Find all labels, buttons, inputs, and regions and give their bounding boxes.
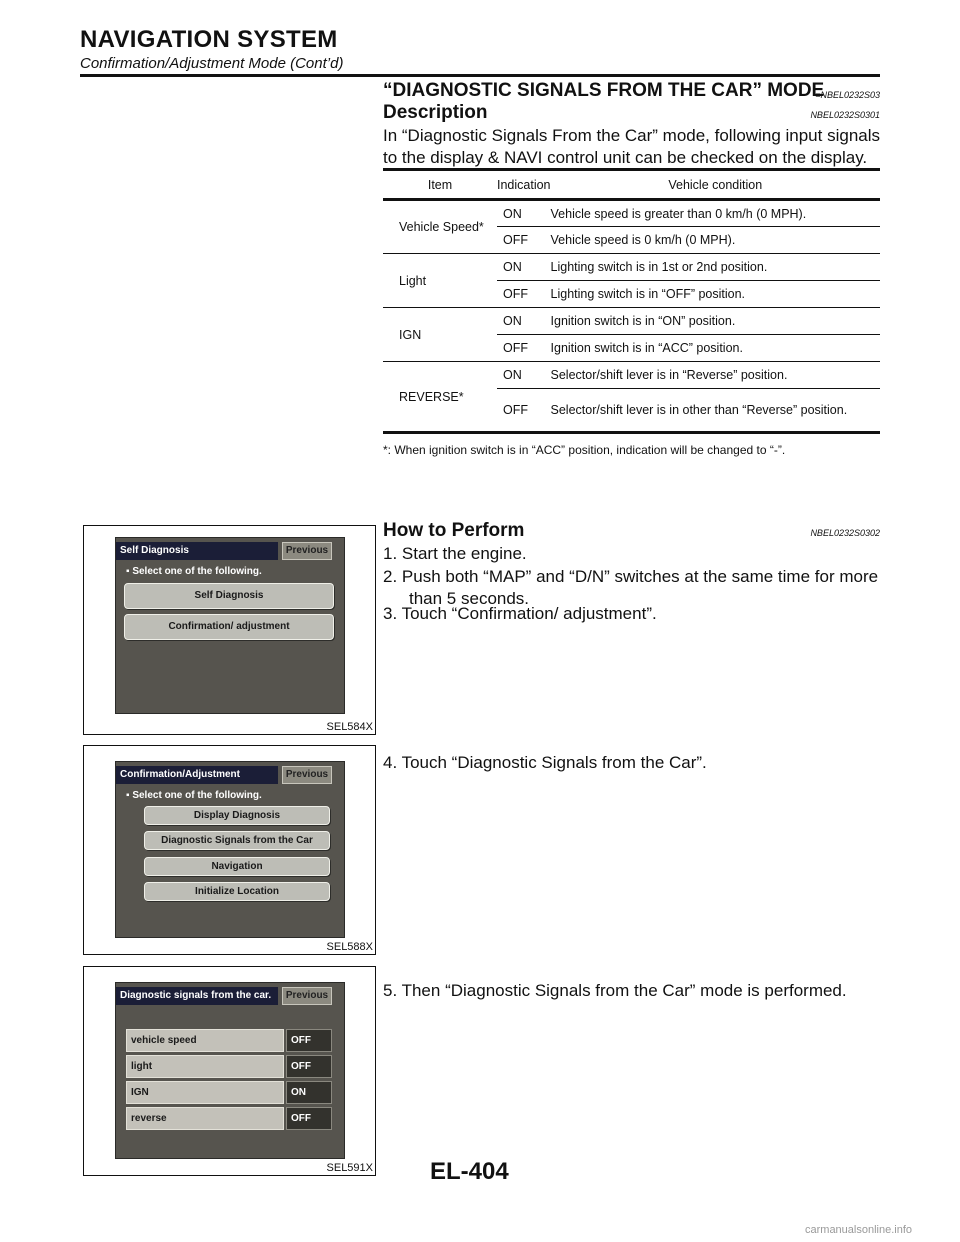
description-heading <box>383 102 880 124</box>
screen-confirmation-adjustment <box>115 761 345 938</box>
table-footnote: *: When ignition switch is in “ACC” position, indication will be changed to “-”. <box>383 443 786 457</box>
previous-button[interactable]: Previous <box>282 987 332 1005</box>
table-cell-indication: OFF <box>497 335 551 362</box>
table-cell-condition: Vehicle speed is greater than 0 km/h (0 MPH). <box>551 200 880 227</box>
figure-code: SEL588X <box>326 941 373 953</box>
step-4: 4. Touch “Diagnostic Signals from the Car”. <box>383 753 707 772</box>
signal-value-ign: ON <box>286 1081 332 1104</box>
table-header-condition: Vehicle condition <box>551 170 880 200</box>
signal-label-vehicle-speed: vehicle speed <box>126 1029 284 1052</box>
screen-header: Self Diagnosis <box>116 542 278 560</box>
diagnostic-signal-table <box>383 168 880 434</box>
figure-confirmation-adjustment <box>83 745 376 955</box>
self-diagnosis-button[interactable]: Self Diagnosis <box>124 583 334 609</box>
table-cell-condition: Ignition switch is in “ACC” position. <box>551 335 880 362</box>
signal-value-vehicle-speed: OFF <box>286 1029 332 1052</box>
table-cell-indication: ON <box>497 254 551 281</box>
description-title: Description <box>383 102 488 123</box>
table-cell-indication: OFF <box>497 281 551 308</box>
initialize-location-button[interactable]: Initialize Location <box>144 882 330 901</box>
select-prompt-text: Select one of the following. <box>132 566 262 577</box>
screen-self-diagnosis <box>115 537 345 714</box>
figure-diagnostic-signals <box>83 966 376 1176</box>
page-header-title: NAVIGATION SYSTEM <box>80 26 338 53</box>
screen-header: Confirmation/Adjustment <box>116 766 278 784</box>
step-2: 2. Push both “MAP” and “D/N” switches at the same time for more than 5 seconds. <box>383 567 879 608</box>
table-cell-item: Vehicle Speed* <box>383 200 497 254</box>
table-row <box>383 254 880 281</box>
page-header-subtitle: Confirmation/Adjustment Mode (Cont’d) <box>80 55 344 72</box>
table-header-item: Item <box>383 170 497 200</box>
table-cell-indication: OFF <box>497 389 551 433</box>
signal-value-reverse: OFF <box>286 1107 332 1130</box>
description-text: In “Diagnostic Signals From the Car” mode, following input signals to the display & NAVI control unit can be checked on the display. <box>383 126 881 167</box>
step-3: 3. Touch “Confirmation/ adjustment”. <box>383 604 657 623</box>
screen-select-prompt: ▪ Select one of the following. <box>126 790 262 801</box>
header-rule <box>80 74 880 77</box>
signal-label-ign: IGN <box>126 1081 284 1104</box>
description-ref-code: NBEL0232S0301 <box>810 110 880 120</box>
table-cell-item: Light <box>383 254 497 308</box>
navigation-button[interactable]: Navigation <box>144 857 330 876</box>
table-cell-condition: Ignition switch is in “ON” position. <box>551 308 880 335</box>
table-cell-indication: OFF <box>497 227 551 254</box>
screen-header: Diagnostic signals from the car. <box>116 987 278 1005</box>
display-diagnosis-button[interactable]: Display Diagnosis <box>144 806 330 825</box>
how-to-ref-code: NBEL0232S0302 <box>810 528 880 538</box>
mode-title <box>383 80 880 102</box>
table-cell-condition: Lighting switch is in “OFF” position. <box>551 281 880 308</box>
table-cell-item: REVERSE* <box>383 362 497 433</box>
diagnostic-signals-button[interactable]: Diagnostic Signals from the Car <box>144 831 330 850</box>
table-cell-indication: ON <box>497 308 551 335</box>
table-row <box>383 362 880 389</box>
figure-self-diagnosis <box>83 525 376 735</box>
previous-button[interactable]: Previous <box>282 542 332 560</box>
how-to-title: How to Perform <box>383 520 525 541</box>
table-cell-indication: ON <box>497 362 551 389</box>
table-row <box>383 200 880 227</box>
signal-value-light: OFF <box>286 1055 332 1078</box>
table-cell-condition: Selector/shift lever is in other than “Reverse” position. <box>551 389 880 433</box>
how-to-heading <box>383 520 880 542</box>
page-number: EL-404 <box>430 1158 509 1185</box>
mode-title-text: “DIAGNOSTIC SIGNALS FROM THE CAR” MODE <box>383 80 825 101</box>
table-cell-condition: Selector/shift lever is in “Reverse” position. <box>551 362 880 389</box>
step-5: 5. Then “Diagnostic Signals from the Car” mode is performed. <box>383 981 847 1000</box>
confirmation-adjustment-button[interactable]: Confirmation/ adjustment <box>124 614 334 640</box>
table-cell-item: IGN <box>383 308 497 362</box>
table-cell-indication: ON <box>497 200 551 227</box>
step-1: 1. Start the engine. <box>383 544 527 563</box>
table-header-row <box>383 170 880 200</box>
select-prompt-text: Select one of the following. <box>132 790 262 801</box>
watermark-text: carmanualsonline.info <box>805 1224 913 1236</box>
signal-label-reverse: reverse <box>126 1107 284 1130</box>
screen-select-prompt: ▪ Select one of the following. <box>126 566 262 577</box>
screen-diagnostic-signals <box>115 982 345 1159</box>
table-cell-condition: Lighting switch is in 1st or 2nd position. <box>551 254 880 281</box>
previous-button[interactable]: Previous <box>282 766 332 784</box>
mode-ref-code: =NBEL0232S03 <box>815 90 880 100</box>
figure-code: SEL591X <box>326 1162 373 1174</box>
figure-code: SEL584X <box>326 721 373 733</box>
table-cell-condition: Vehicle speed is 0 km/h (0 MPH). <box>551 227 880 254</box>
signal-label-light: light <box>126 1055 284 1078</box>
table-header-indication: Indication <box>497 170 551 200</box>
table-row <box>383 308 880 335</box>
